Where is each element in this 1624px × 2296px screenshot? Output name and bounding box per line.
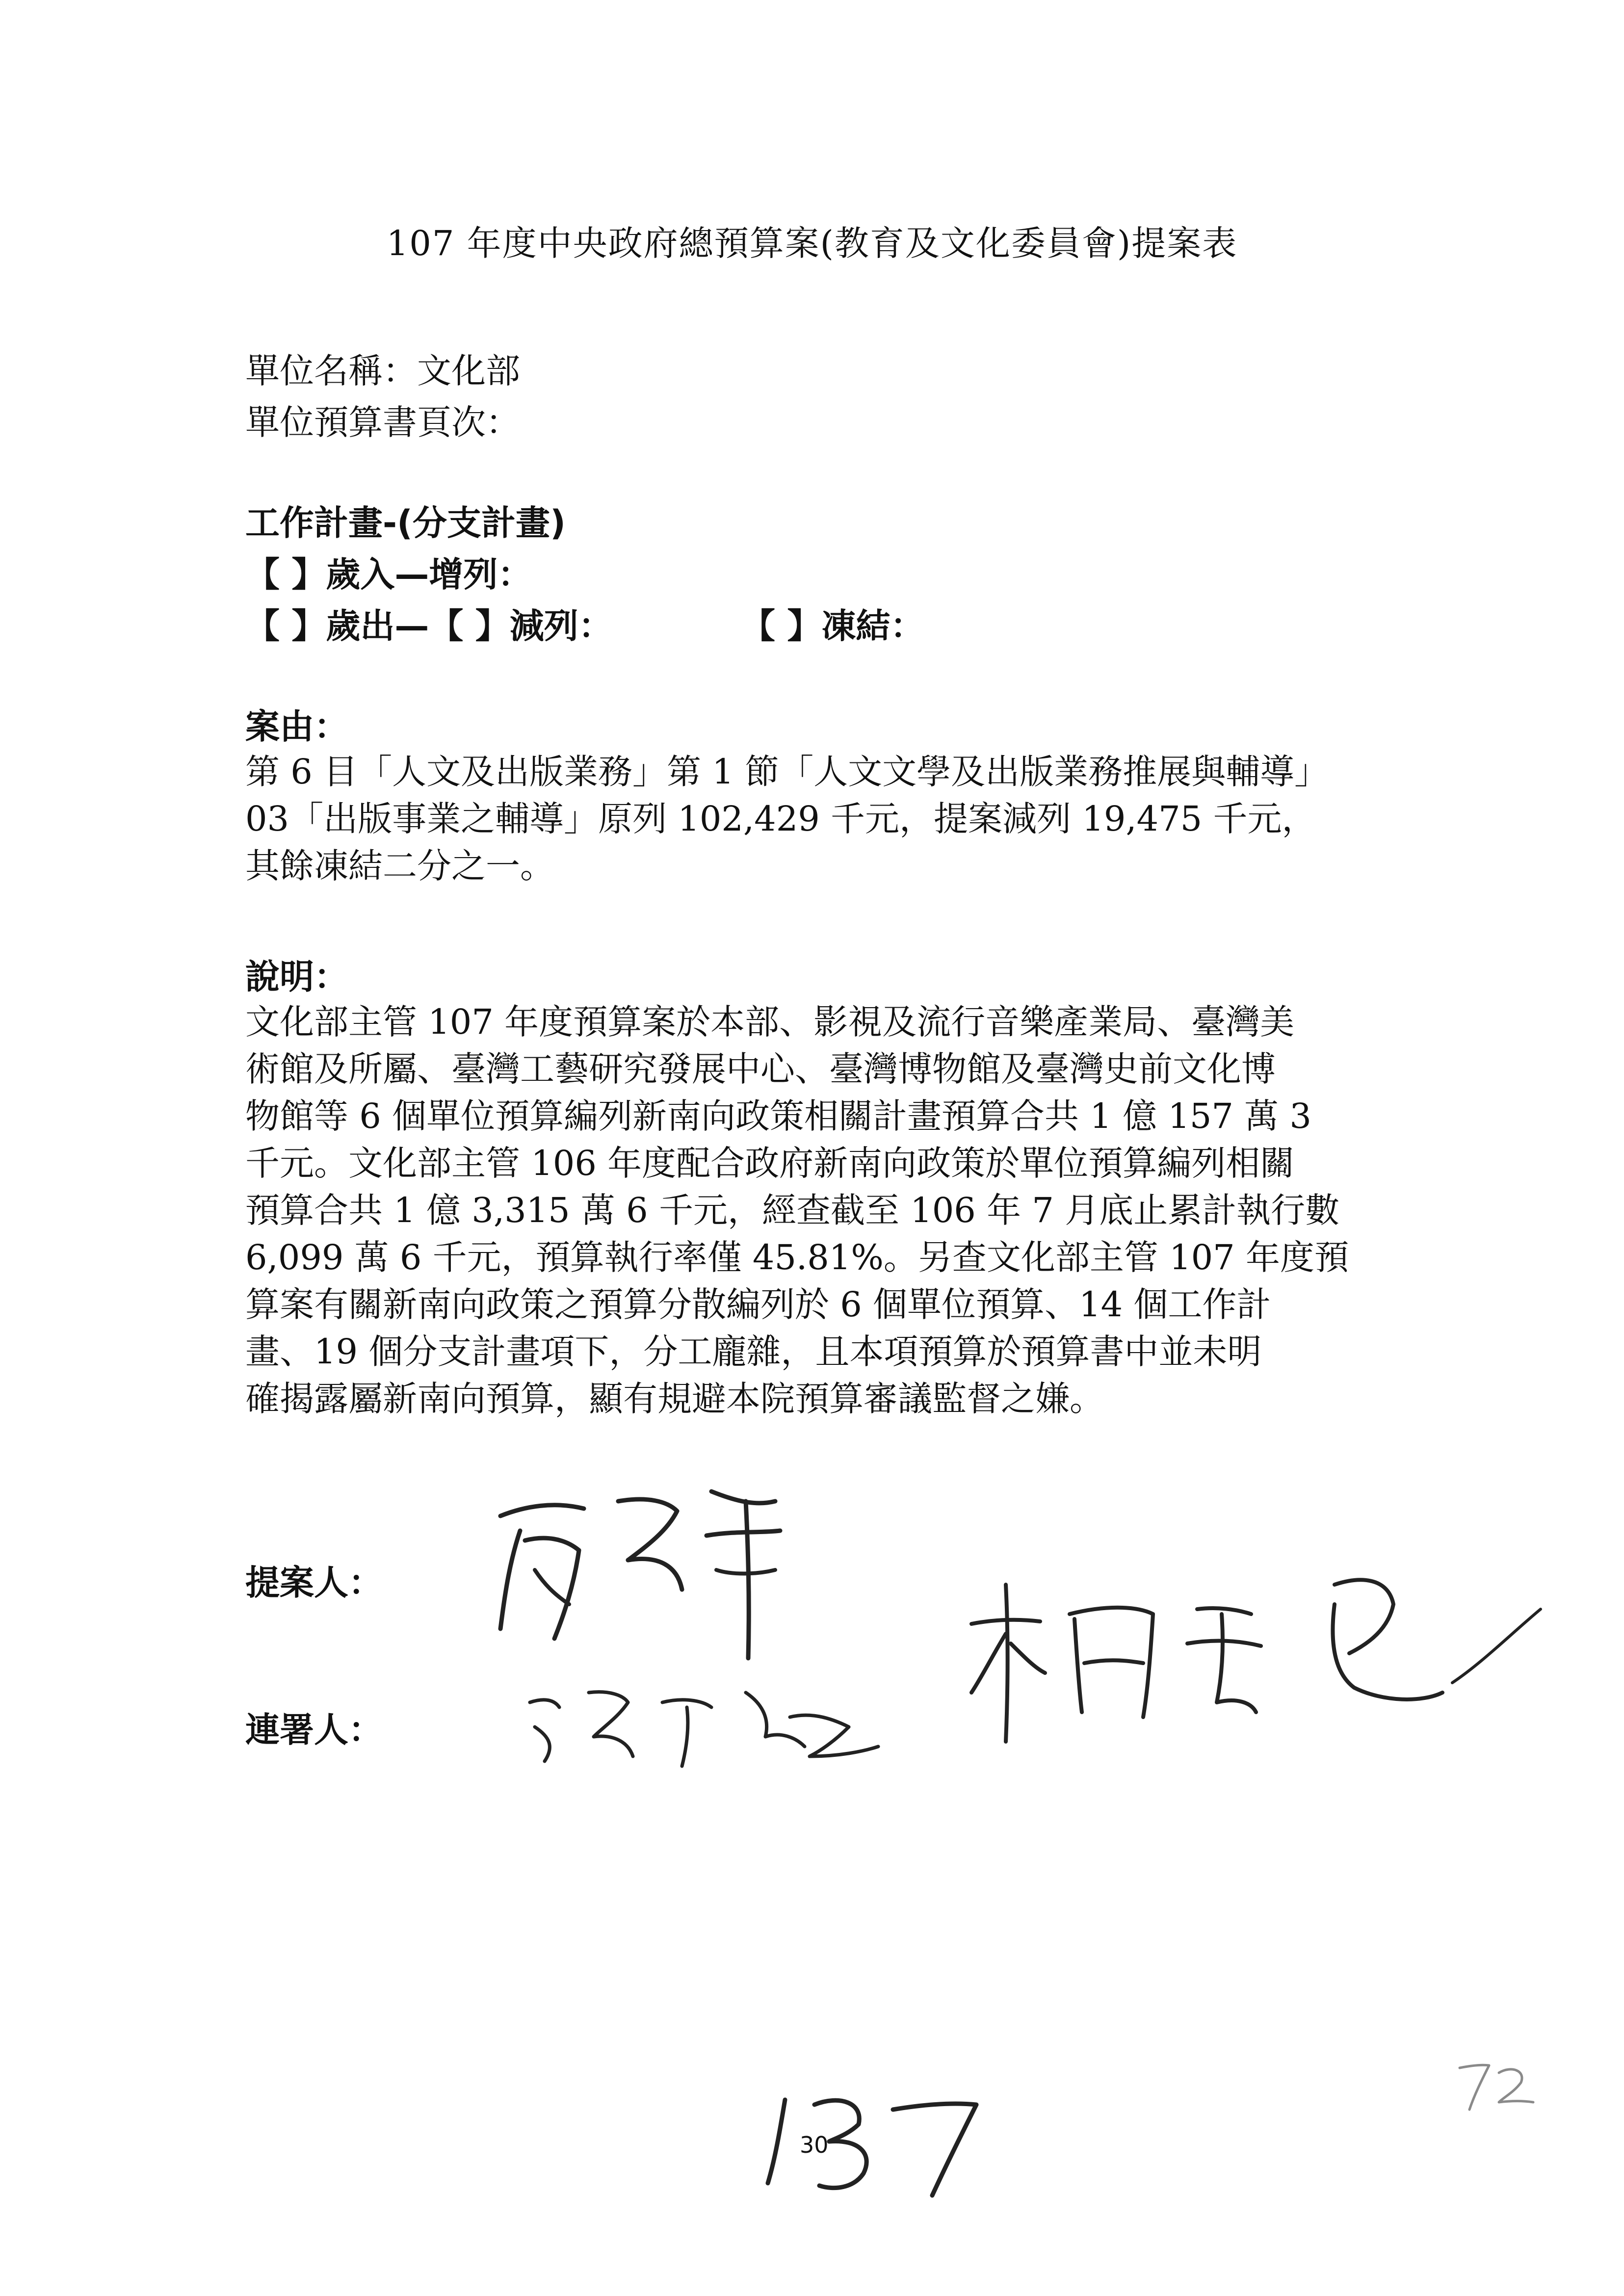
proposer-label: 提案人：: [245, 1563, 383, 1603]
unit-page-label: 單位預算書頁次：: [245, 402, 520, 443]
explanation-line: 千元。文化部主管 106 年度配合政府新南向政策於單位預算編列相關: [245, 1143, 1295, 1183]
unit-name-line: [245, 343, 520, 393]
explanation-line: 6,099 萬 6 千元，預算執行率僅 45.81%。另查文化部主管 107 年度預: [245, 1237, 1349, 1278]
explanation-line: 文化部主管 107 年度預算案於本部、影視及流行音樂產業局、臺灣美: [245, 1002, 1295, 1042]
explanation-line: 物館等 6 個單位預算編列新南向政策相關計畫預算合共 1 億 157 萬 3: [245, 1096, 1311, 1136]
handwritten-number-72: [1452, 2056, 1536, 2114]
reason-line: 03「出版事業之輔導」原列 102,429 千元，提案減列 19,475 千元，: [245, 799, 1316, 839]
plan-heading: 工作計畫-(分支計畫): [245, 503, 566, 543]
reason-line: 其餘凍結二分之一。: [245, 846, 554, 886]
revenue-line: 【 】歲入—增列：: [245, 554, 532, 595]
page-title: 107 年度中央政府總預算案(教育及文化委員會)提案表: [386, 223, 1238, 263]
explanation-line: 預算合共 1 億 3,315 萬 6 千元，經查截至 106 年 7 月底止累計執行數: [245, 1190, 1340, 1230]
cosigner-signature-1: [515, 1673, 888, 1776]
explanation-line: 術館及所屬、臺灣工藝研究發展中心、臺灣博物館及臺灣史前文化博: [245, 1049, 1276, 1089]
unit-name-label: 單位名稱：: [245, 351, 417, 391]
freeze-line: 【 】凍結：: [741, 606, 925, 646]
expense-line: 【 】歲出—【 】減列：: [245, 606, 613, 646]
reason-line: 第 6 目「人文及出版業務」第 1 節「人文文學及出版業務推展與輔導」: [245, 752, 1329, 792]
cosigner-label: 連署人：: [245, 1710, 383, 1750]
explanation-body: [245, 998, 1388, 1422]
handwritten-number-137: [756, 2080, 1001, 2203]
explanation-line: 畫、19 個分支計畫項下，分工龐雜，且本項預算於預算書中並未明: [245, 1331, 1262, 1372]
proposer-signature: [481, 1472, 814, 1668]
cosigner-signature-2: [962, 1545, 1550, 1776]
explanation-line: 算案有關新南向政策之預算分散編列於 6 個單位預算、14 個工作計: [245, 1284, 1271, 1325]
unit-name-value: 文化部: [417, 351, 520, 391]
page-number: 30: [800, 2132, 829, 2158]
reason-heading: 案由：: [245, 706, 348, 747]
explanation-line: 確揭露屬新南向預算，顯有規避本院預算審議監督之嫌。: [245, 1379, 1104, 1419]
explanation-heading: 說明：: [245, 957, 348, 997]
reason-body: [245, 748, 1388, 889]
